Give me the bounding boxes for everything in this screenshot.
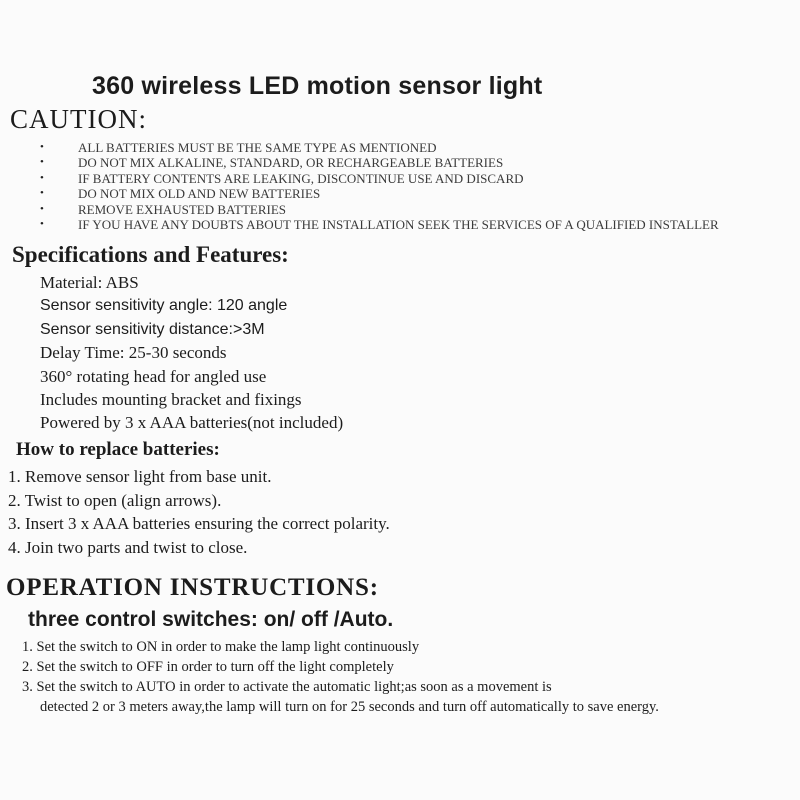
spec-item: Material: ABS — [40, 273, 139, 292]
caution-item-text: IF YOU HAVE ANY DOUBTS ABOUT THE INSTALLATION SEEK THE SERVICES OF A QUALIFIED INSTALLER — [78, 216, 719, 232]
operation-step: 2. Set the switch to OFF in order to turn off the light completely — [22, 659, 394, 675]
control-switches-subheading: three control switches: on/ off /Auto. — [28, 608, 394, 631]
document-title: 360 wireless LED motion sensor light — [92, 72, 543, 100]
replace-step: 2. Twist to open (align arrows). — [8, 490, 222, 510]
spec-item: Sensor sensitivity distance:>3M — [40, 320, 265, 338]
replace-batteries-steps — [8, 465, 390, 559]
caution-item-text: DO NOT MIX ALKALINE, STANDARD, OR RECHARGEABLE BATTERIES — [78, 155, 504, 171]
operation-steps — [22, 637, 659, 717]
operation-heading: OPERATION INSTRUCTIONS: — [6, 574, 379, 601]
specifications-list — [40, 271, 343, 435]
caution-heading: CAUTION: — [10, 104, 147, 134]
replace-step: 3. Insert 3 x AAA batteries ensuring the correct polarity. — [8, 514, 390, 533]
caution-item-text: ALL BATTERIES MUST BE THE SAME TYPE AS MENTIONED — [78, 140, 437, 155]
operation-step: 3. Set the switch to AUTO in order to activate the automatic light;as soon as a movement is — [22, 679, 552, 695]
specifications-heading: Specifications and Features: — [12, 242, 289, 267]
replace-step: 4. Join two parts and twist to close. — [8, 537, 248, 557]
bullet-icon: • — [40, 156, 44, 169]
operation-step-continued: detected 2 or 3 meters away,the lamp will turn on for 25 seconds and turn off automatically to save energy. — [40, 699, 659, 715]
bullet-icon: • — [40, 187, 44, 200]
bullet-icon: • — [40, 217, 44, 230]
caution-item-text: REMOVE EXHAUSTED BATTERIES — [78, 201, 286, 217]
operation-step: 1. Set the switch to ON in order to make the lamp light continuously — [22, 639, 420, 655]
spec-item: Sensor sensitivity angle: 120 angle — [40, 297, 288, 315]
bullet-icon: • — [40, 202, 44, 215]
caution-item-text: DO NOT MIX OLD AND NEW BATTERIES — [78, 186, 321, 202]
bullet-icon: • — [40, 171, 44, 184]
spec-item: Powered by 3 x AAA batteries(not included) — [40, 413, 344, 433]
caution-item-text: IF BATTERY CONTENTS ARE LEAKING, DISCONTINUE USE AND DISCARD — [78, 170, 524, 186]
bullet-icon: • — [40, 141, 44, 153]
spec-item: 360° rotating head for angled use — [40, 366, 267, 386]
spec-item: Delay Time: 25-30 seconds — [40, 343, 227, 363]
replace-step: 1. Remove sensor light from base unit. — [8, 467, 272, 486]
spec-item: Includes mounting bracket and fixings — [40, 389, 302, 409]
replace-batteries-heading: How to replace batteries: — [16, 439, 220, 460]
